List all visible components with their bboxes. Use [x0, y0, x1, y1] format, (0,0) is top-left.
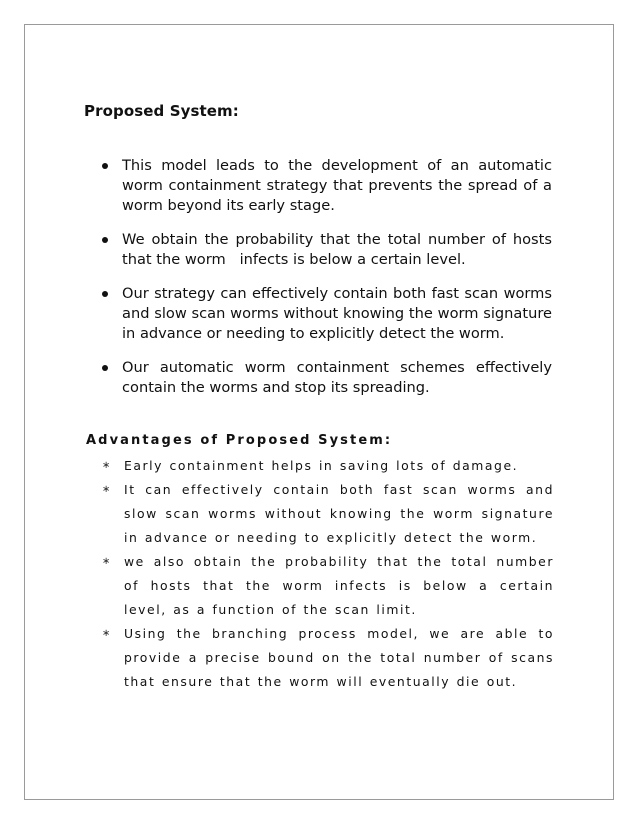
bullet-dot-icon: [102, 291, 108, 297]
advantages-list: [102, 454, 554, 694]
list-item: [102, 622, 554, 694]
bullet-dot-icon: [102, 237, 108, 243]
proposed-system-list: [100, 156, 557, 412]
list-item: [100, 230, 557, 270]
asterisk-bullet-icon: ∗: [102, 484, 111, 495]
list-item: [100, 156, 552, 216]
list-item: [102, 478, 554, 550]
asterisk-bullet-icon: ∗: [102, 556, 111, 567]
bullet-dot-icon: [102, 163, 108, 169]
list-item-text: This model leads to the development of an automatic worm containment strategy that prevents the spread of a worm beyond its early stage.: [122, 157, 552, 214]
asterisk-bullet-icon: ∗: [102, 460, 111, 471]
list-item: [102, 454, 554, 478]
list-item: [100, 358, 552, 398]
list-item-text: We obtain the probability that the total number of hosts that the worm infects is below a certain level.: [122, 231, 557, 268]
asterisk-bullet-icon: ∗: [102, 628, 111, 639]
list-item-text: Early containment helps in saving lots of damage.: [124, 458, 519, 473]
list-item-text: Using the branching process model, we are able to provide a precise bound on the total number of scans that ensure that the worm will eventually die out.: [124, 626, 554, 689]
bullet-dot-icon: [102, 365, 108, 371]
advantages-title: Advantages of Proposed System:: [86, 433, 393, 448]
list-item-text: Our strategy can effectively contain both fast scan worms and slow scan worms without knowing the worm signature in advance or needing to explicitly detect the worm.: [122, 285, 552, 342]
list-item: [100, 284, 552, 344]
list-item-text: Our automatic worm containment schemes effectively contain the worms and stop its spreading.: [122, 359, 552, 396]
section-title: Proposed System:: [84, 102, 239, 120]
list-item-text: It can effectively contain both fast scan worms and slow scan worms without knowing the worm signature in advance or needing to explicitly detect the worm.: [124, 482, 554, 545]
list-item-text: we also obtain the probability that the total number of hosts that the worm infects is below a certain level, as a function of the scan limit.: [124, 554, 554, 617]
list-item: [102, 550, 554, 622]
